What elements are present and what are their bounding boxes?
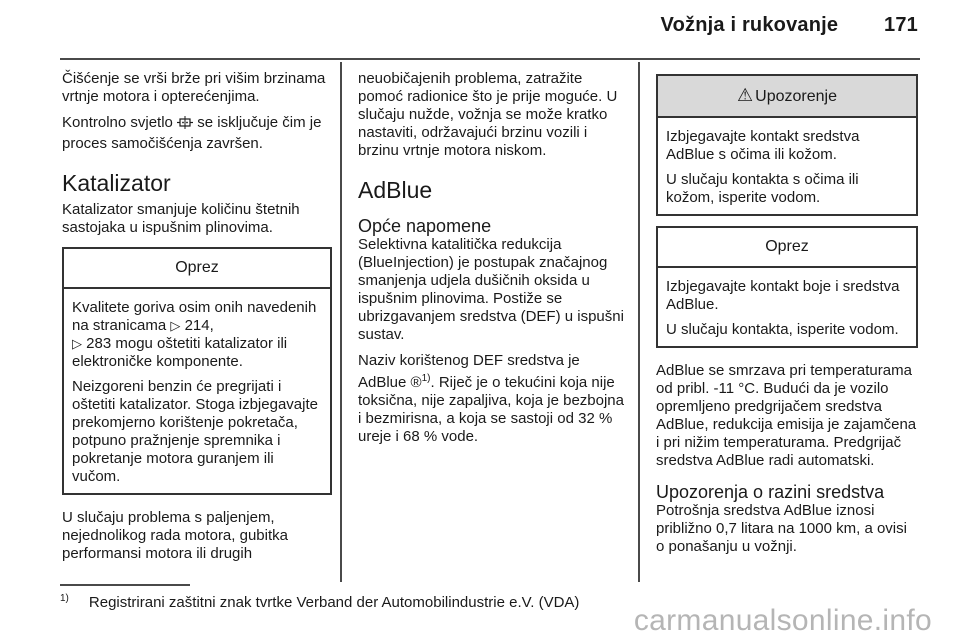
warning-paragraph: Izbjegavajte kontakt sredstva AdBlue s očima ili kožom. [666, 128, 860, 163]
paragraph [358, 352, 630, 446]
warning-title-text: Upozorenje [755, 88, 837, 105]
footnote-ref[interactable]: 1) [421, 373, 431, 384]
subheading-general: Opće napomene [358, 216, 492, 236]
caution-paragraph: U slučaju kontakta, isperite vodom. [666, 321, 899, 338]
page-ref-arrow-icon: ▷ [170, 318, 181, 333]
watermark: carmanualsonline.info [633, 604, 932, 637]
paragraph: neuobičajenih problema, zatražite pomoć radionice što je prije moguće. U slučaju nužde, vožnja se može kratko nastaviti, održavajući brzinu vozili i brzinu vrtnje motora niskom. [358, 70, 618, 159]
page-ref-arrow-icon: ▷ [72, 336, 82, 351]
paragraph: Čišćenje se vrši brže pri višim brzinama vrtnje motora i opterećenjima. [62, 70, 326, 105]
column-2 [358, 70, 630, 454]
column-divider-2 [638, 62, 640, 582]
caution-paragraph: Neizgoreni benzin će pregrijati i oštetiti katalizator. Stoga izbjegavajte prekomjerno korištenje pokretača, potpuno pražnjenje spremnika i pokretanje motora guranjem ili vučom. [72, 378, 318, 485]
caution-text: mogu oštetiti katalizator ili elektroničke komponente. [72, 335, 288, 370]
paragraph-text: . Riječ je o tekućini koja nije toksična, nije zapaljiva, koja je bezbojna i bezmirisna, a koja se sastoji od 32 % ureje i 68 % vode. [358, 374, 624, 445]
heading-level-warnings: Upozorenja o razini sredstva [656, 482, 885, 502]
paragraph: AdBlue se smrzava pri temperaturama od pribl. -11 °C. Budući da je vozilo opremljeno predgrijačem sredstva AdBlue, redukcija emisija je zajamčena i pri nižim temperaturama. Predgrijač sredstva AdBlue radi automatski. [656, 362, 917, 469]
warning-box [656, 74, 918, 216]
warning-box-title [658, 76, 916, 118]
warning-triangle-icon: ⚠ [737, 85, 754, 105]
paragraph: Katalizator smanjuje količinu štetnih sastojaka u ispušnim plinovima. [62, 201, 300, 236]
exhaust-filter-icon [177, 115, 193, 135]
caution-paragraph: Izbjegavajte kontakt boje i sredstva AdBlue. [666, 278, 900, 313]
paragraph: Potrošnja sredstva AdBlue iznosi približno 0,7 litara na 1000 km, a ovisi o ponašanju u vožnji. [656, 502, 907, 555]
footnote-rule [60, 584, 190, 586]
caution-box-adblue [656, 226, 918, 348]
caution-box-title: Oprez [64, 249, 330, 289]
footnote-mark: 1) [60, 593, 69, 604]
caution-paragraph [72, 299, 322, 371]
warning-box-body [658, 118, 916, 207]
caution-box-body [64, 289, 330, 486]
page-ref-link[interactable]: 214 [184, 317, 210, 334]
paragraph-text: Kontrolno svjetlo [62, 114, 178, 131]
warning-paragraph: U slučaju kontakta s očima ili kožom, isperite vodom. [666, 171, 859, 206]
page-ref-link[interactable]: 283 [86, 335, 112, 352]
heading-katalizator: Katalizator [62, 170, 171, 196]
column-divider-1 [340, 62, 342, 582]
header-rule [60, 58, 920, 60]
paragraph: Selektivna katalitička redukcija (BlueInjection) je postupak značajnog smanjenja udjela dušičnih oksida u ispušnim plinovima. Postiže se ubrizgavanjem sredstva (DEF) u ispušni sustav. [358, 236, 624, 343]
caution-text: , [209, 317, 214, 334]
caution-text: Kvalitete goriva osim onih navedenih na stranicama [72, 299, 317, 334]
section-title: Vožnja i rukovanje [660, 14, 839, 36]
page-number: 171 [884, 14, 918, 36]
paragraph: U slučaju problema s paljenjem, nejednolikog rada motora, gubitka performansi motora ili drugih [62, 509, 288, 562]
column-3 [656, 66, 918, 564]
paragraph-text: se isključuje čim je proces samočišćenja završen. [62, 114, 322, 152]
column-1 [62, 70, 332, 571]
footnote [60, 590, 579, 612]
caution-box-title: Oprez [658, 228, 916, 268]
footnote-text: Registrirani zaštitni znak tvrtke Verband der Automobilindustrie e.V. (VDA) [88, 594, 580, 611]
page-header [661, 14, 918, 37]
paragraph [62, 114, 332, 153]
caution-box-body [658, 268, 916, 339]
caution-box [62, 247, 332, 495]
paragraph-text: Naziv korištenog DEF sredstva je AdBlue ® [358, 352, 580, 391]
heading-adblue: AdBlue [358, 177, 433, 203]
